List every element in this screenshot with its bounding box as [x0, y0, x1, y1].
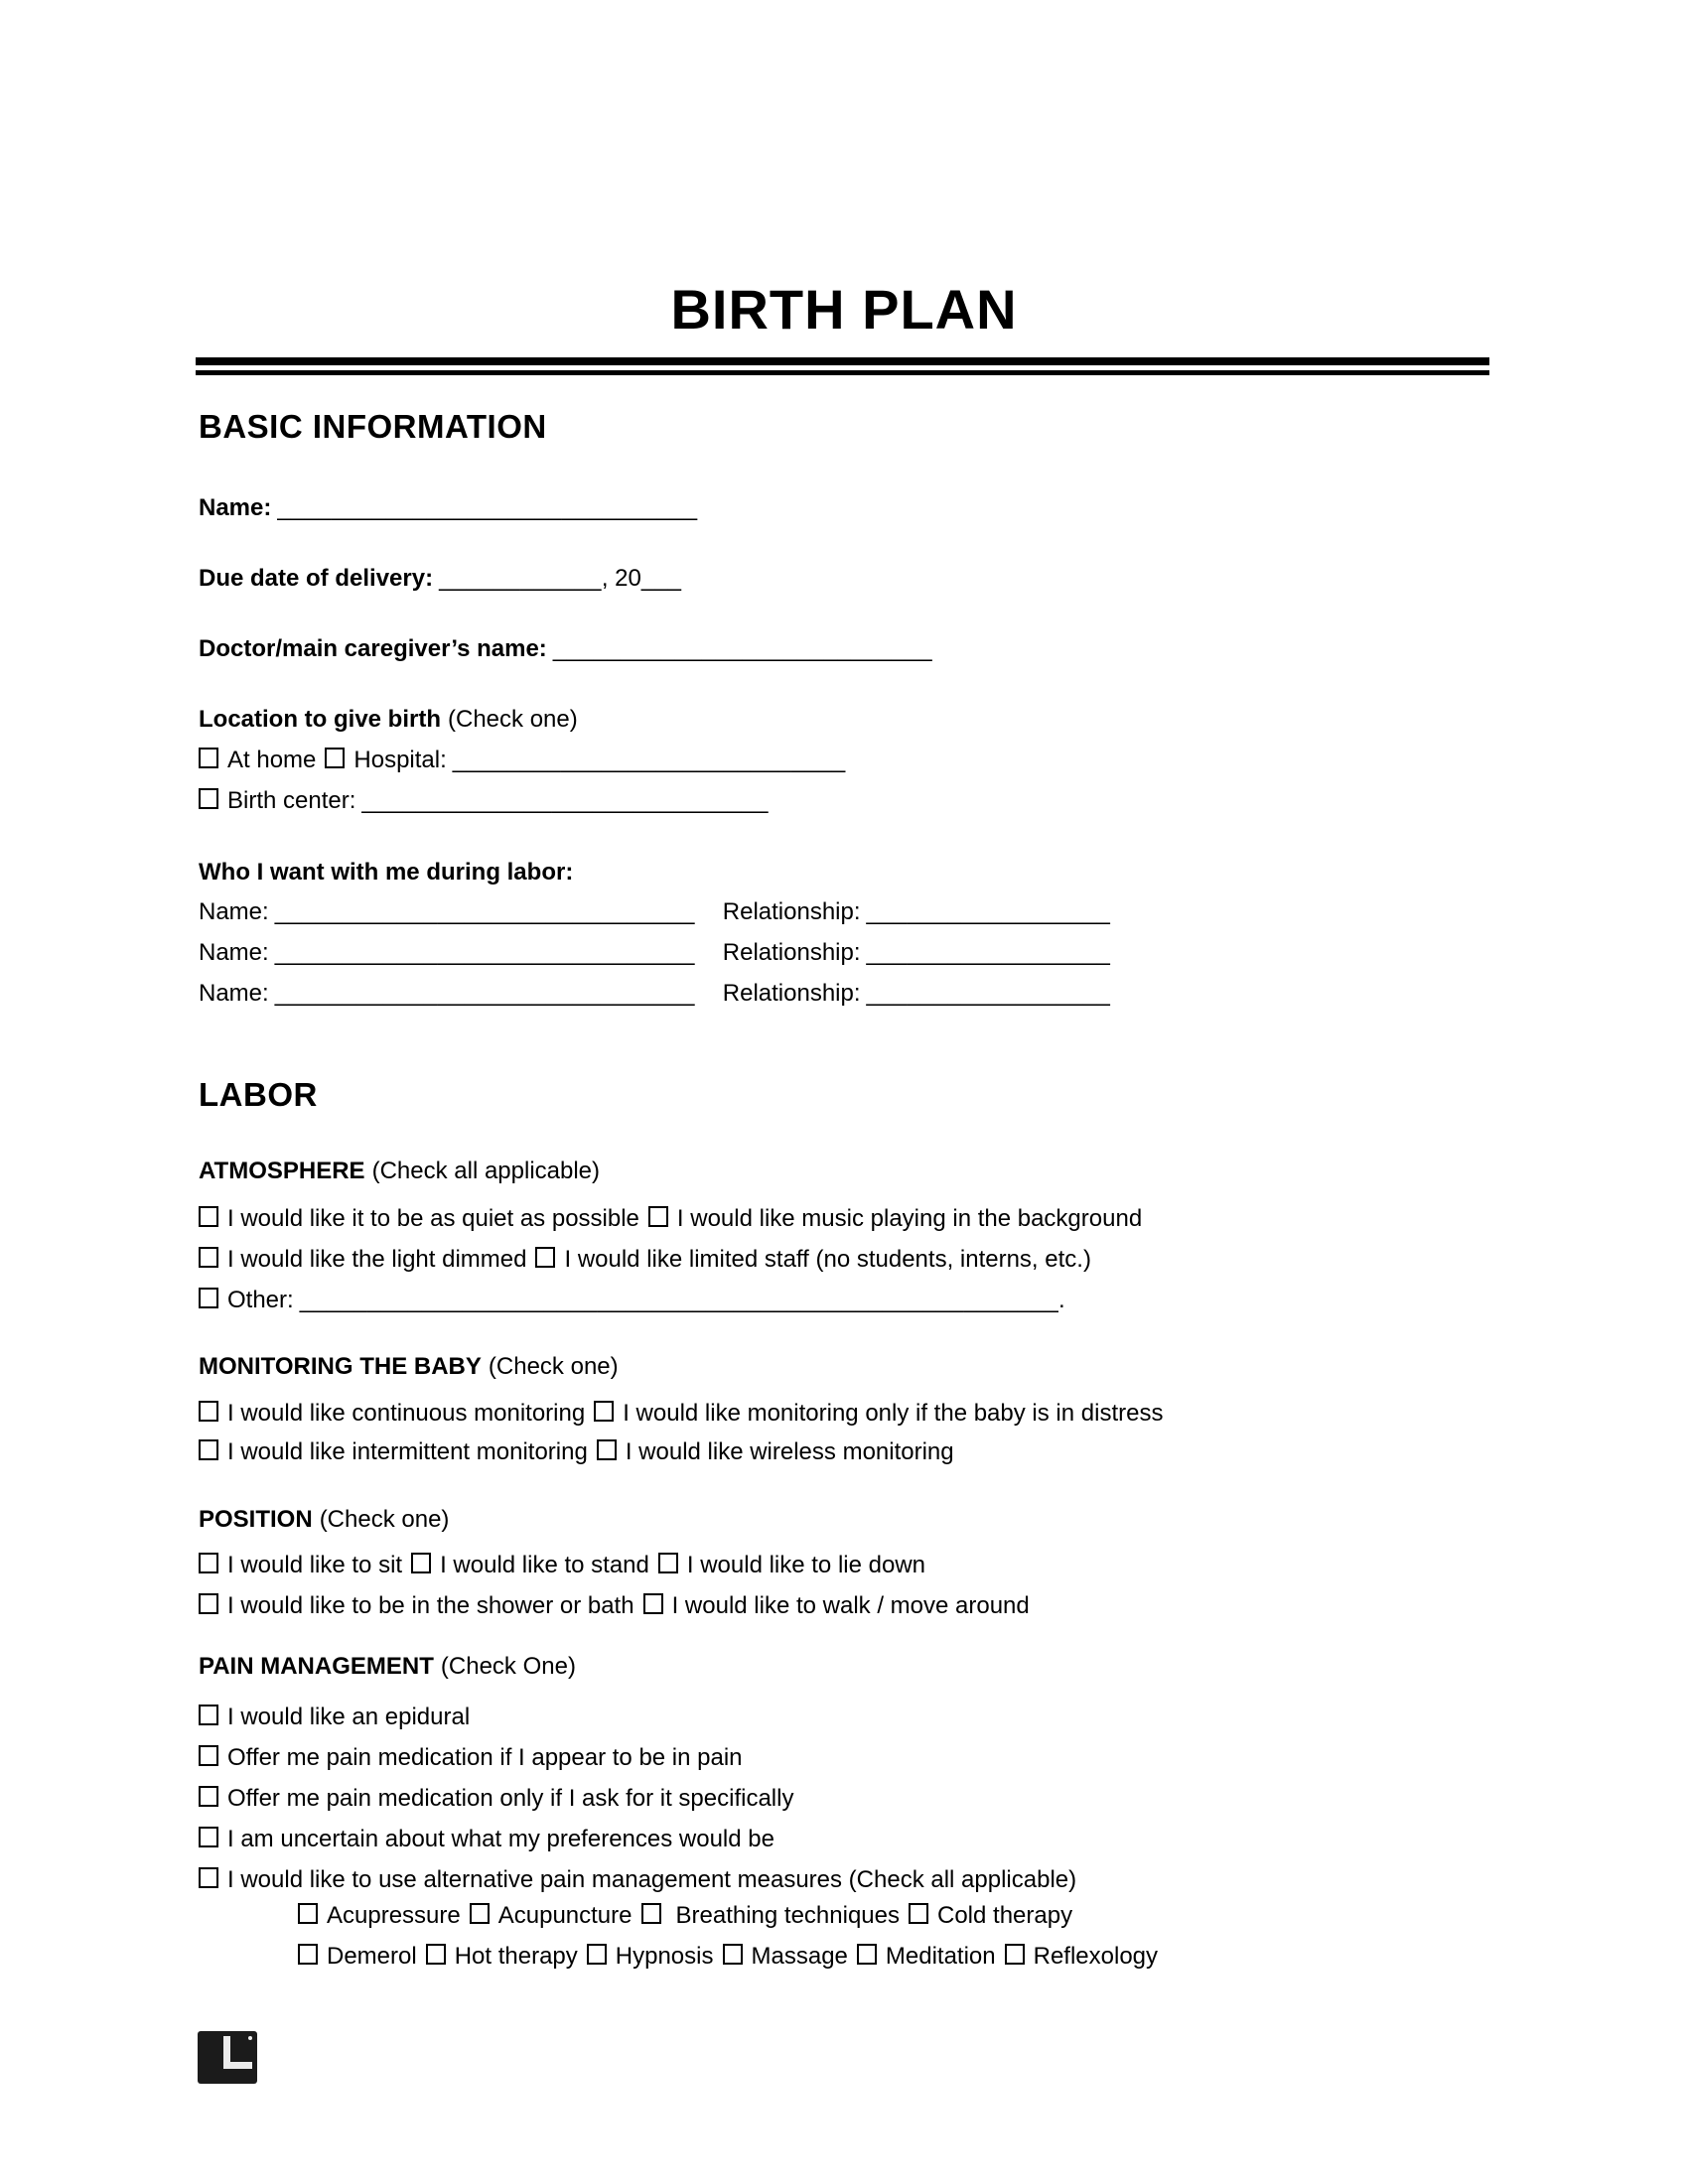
option-acupressure — [298, 1902, 461, 1929]
companions-heading-row — [199, 858, 573, 887]
name-blank-line: _______________________________ — [277, 494, 698, 521]
option-light-dimmed-label: I would like the light dimmed — [227, 1246, 527, 1273]
checkbox-distress-monitoring-icon[interactable] — [594, 1401, 614, 1422]
location-options-row-1 — [199, 746, 846, 775]
option-distress-monitoring — [594, 1400, 1163, 1427]
companion-row — [199, 938, 1110, 968]
checkbox-massage-icon[interactable] — [723, 1944, 743, 1965]
option-sit — [199, 1552, 402, 1578]
atmosphere-heading-row — [199, 1157, 600, 1186]
other-period: . — [1057, 1287, 1065, 1313]
checkbox-demerol-icon[interactable] — [298, 1944, 318, 1965]
option-shower-bath-label: I would like to be in the shower or bath — [227, 1592, 634, 1619]
monitoring-hint: (Check one) — [488, 1353, 619, 1380]
checkbox-quiet-icon[interactable] — [199, 1206, 218, 1227]
option-reflexology-label: Reflexology — [1033, 1943, 1159, 1970]
option-demerol — [298, 1943, 417, 1970]
title-divider — [196, 357, 1489, 375]
option-other — [199, 1287, 1065, 1313]
checkbox-other-icon[interactable] — [199, 1288, 218, 1308]
option-continuous-monitoring — [199, 1400, 585, 1427]
option-offer-if-in-pain — [199, 1744, 743, 1771]
due-date-field-row — [199, 564, 681, 594]
option-alternative-measures-label: I would like to use alternative pain management measures (Check all applicable) — [227, 1866, 1077, 1893]
logo-l-icon — [223, 2062, 252, 2069]
pain-management-title: PAIN MANAGEMENT — [199, 1653, 434, 1680]
option-epidural-label: I would like an epidural — [227, 1704, 471, 1730]
atmosphere-options-row-1 — [199, 1204, 1142, 1234]
option-music-label: I would like music playing in the background — [676, 1205, 1143, 1232]
option-hypnosis-label: Hypnosis — [615, 1943, 714, 1970]
alternative-options-row-2 — [298, 1942, 1158, 1972]
option-offer-if-in-pain-label: Offer me pain medication if I appear to be in pain — [227, 1744, 743, 1771]
location-label: Location to give birth — [199, 706, 441, 733]
checkbox-birth-center-icon[interactable] — [199, 788, 218, 809]
companion-name-label: Name: — [199, 939, 269, 966]
option-epidural — [199, 1704, 470, 1730]
position-heading-row — [199, 1505, 449, 1535]
option-alternative-measures — [199, 1866, 1076, 1893]
position-title: POSITION — [199, 1506, 313, 1533]
option-intermittent-monitoring — [199, 1438, 588, 1465]
option-wireless-monitoring-label: I would like wireless monitoring — [625, 1438, 954, 1465]
option-hot-therapy-label: Hot therapy — [454, 1943, 578, 1970]
due-date-year-blank-line: ___ — [640, 565, 681, 592]
other-blank-line: ________________________________________________________ — [299, 1287, 1058, 1313]
option-stand-label: I would like to stand — [440, 1552, 649, 1578]
due-date-label: Due date of delivery: — [199, 565, 434, 592]
companion-relationship-label: Relationship: — [722, 980, 861, 1007]
option-limited-staff-label: I would like limited staff (no students, interns, etc.) — [564, 1246, 1091, 1273]
companion-name-label: Name: — [199, 898, 269, 925]
option-walk-move-label: I would like to walk / move around — [671, 1592, 1030, 1619]
checkbox-intermittent-monitoring-icon[interactable] — [199, 1439, 218, 1460]
monitoring-options-row-2 — [199, 1437, 954, 1467]
option-shower-bath — [199, 1592, 634, 1619]
doctor-blank-line: ____________________________ — [552, 635, 932, 662]
companion-relationship-group — [723, 939, 1110, 966]
due-date-blank-line: ____________ — [439, 565, 602, 592]
hospital-blank-line: _____________________________ — [452, 747, 846, 773]
atmosphere-title: ATMOSPHERE — [199, 1158, 365, 1184]
checkbox-meditation-icon[interactable] — [857, 1944, 877, 1965]
pain-option-row — [199, 1703, 470, 1732]
checkbox-epidural-icon[interactable] — [199, 1705, 218, 1725]
section-heading-labor: LABOR — [199, 1076, 318, 1113]
option-massage — [723, 1943, 848, 1970]
checkbox-hot-therapy-icon[interactable] — [426, 1944, 446, 1965]
checkbox-shower-bath-icon[interactable] — [199, 1593, 218, 1614]
option-hospital — [325, 747, 845, 773]
option-birth-center — [199, 787, 769, 814]
pain-option-row — [199, 1784, 793, 1814]
doctor-field-row — [199, 634, 932, 664]
checkbox-lie-down-icon[interactable] — [658, 1553, 678, 1573]
alternative-options-row-1 — [298, 1901, 1072, 1931]
companions-label: Who I want with me during labor: — [199, 859, 574, 886]
option-breathing-techniques-label: Breathing techniques — [675, 1902, 900, 1929]
option-lie-down-label: I would like to lie down — [686, 1552, 926, 1578]
checkbox-alternative-measures-icon[interactable] — [199, 1867, 218, 1888]
option-stand — [411, 1552, 649, 1578]
companion-name-blank-line: _______________________________ — [274, 939, 695, 966]
companion-name-blank-line: _______________________________ — [274, 898, 695, 925]
atmosphere-options-row-2 — [199, 1245, 1091, 1275]
checkbox-limited-staff-icon[interactable] — [535, 1247, 555, 1268]
position-options-row-1 — [199, 1551, 925, 1580]
monitoring-title: MONITORING THE BABY — [199, 1353, 482, 1380]
location-hint: (Check one) — [448, 706, 578, 733]
name-label: Name: — [199, 494, 272, 521]
checkbox-uncertain-icon[interactable] — [199, 1827, 218, 1847]
birth-center-blank-line: ______________________________ — [361, 787, 769, 814]
option-quiet-label: I would like it to be as quiet as possible — [227, 1205, 639, 1232]
option-demerol-label: Demerol — [327, 1943, 417, 1970]
checkbox-hypnosis-icon[interactable] — [587, 1944, 607, 1965]
option-intermittent-monitoring-label: I would like intermittent monitoring — [227, 1438, 588, 1465]
divider-thick-bar — [196, 357, 1489, 365]
companion-relationship-blank-line: __________________ — [866, 939, 1111, 966]
pain-option-row — [199, 1743, 743, 1773]
companion-name-label: Name: — [199, 980, 269, 1007]
atmosphere-hint: (Check all applicable) — [371, 1158, 601, 1184]
companion-relationship-label: Relationship: — [722, 898, 861, 925]
companion-row — [199, 897, 1110, 927]
option-cold-therapy-label: Cold therapy — [937, 1902, 1073, 1929]
checkbox-light-dimmed-icon[interactable] — [199, 1247, 218, 1268]
companion-name-blank-line: _______________________________ — [274, 980, 695, 1007]
checkbox-breathing-techniques-icon[interactable] — [641, 1903, 661, 1924]
option-other-label: Other: — [227, 1287, 294, 1313]
companion-relationship-blank-line: __________________ — [866, 898, 1111, 925]
option-walk-move — [643, 1592, 1030, 1619]
option-meditation — [857, 1943, 996, 1970]
option-acupuncture — [470, 1902, 633, 1929]
option-meditation-label: Meditation — [885, 1943, 996, 1970]
checkbox-acupressure-icon[interactable] — [298, 1903, 318, 1924]
pain-option-row — [199, 1825, 774, 1854]
companion-relationship-blank-line: __________________ — [866, 980, 1111, 1007]
atmosphere-other-row — [199, 1286, 1065, 1315]
divider-thin-bar — [196, 370, 1489, 375]
option-hospital-label: Hospital: — [353, 747, 447, 773]
option-sit-label: I would like to sit — [227, 1552, 403, 1578]
checkbox-stand-icon[interactable] — [411, 1553, 431, 1573]
name-field-row — [199, 493, 697, 523]
doctor-label: Doctor/main caregiver’s name: — [199, 635, 547, 662]
option-breathing-techniques — [641, 1902, 901, 1929]
option-wireless-monitoring — [597, 1438, 954, 1465]
position-hint: (Check one) — [319, 1506, 450, 1533]
option-limited-staff — [535, 1246, 1090, 1273]
option-distress-monitoring-label: I would like monitoring only if the baby is in distress — [623, 1400, 1164, 1427]
option-birth-center-label: Birth center: — [227, 787, 356, 814]
companion-relationship-group — [723, 898, 1110, 925]
monitoring-heading-row — [199, 1352, 619, 1382]
option-at-home — [199, 747, 316, 773]
checkbox-music-icon[interactable] — [648, 1206, 668, 1227]
option-cold-therapy — [909, 1902, 1072, 1929]
checkbox-sit-icon[interactable] — [199, 1553, 218, 1573]
option-music — [648, 1205, 1142, 1232]
position-options-row-2 — [199, 1591, 1030, 1621]
monitoring-options-row-1 — [199, 1399, 1163, 1429]
checkbox-wireless-monitoring-icon[interactable] — [597, 1439, 617, 1460]
pain-management-heading-row — [199, 1652, 576, 1682]
companion-relationship-group — [723, 980, 1110, 1007]
option-massage-label: Massage — [751, 1943, 848, 1970]
option-offer-only-if-asked — [199, 1785, 793, 1812]
option-continuous-monitoring-label: I would like continuous monitoring — [227, 1400, 586, 1427]
checkbox-offer-only-if-asked-icon[interactable] — [199, 1786, 218, 1807]
pain-option-row — [199, 1865, 1076, 1895]
option-quiet — [199, 1205, 639, 1232]
pain-management-hint: (Check One) — [440, 1653, 576, 1680]
option-hot-therapy — [426, 1943, 578, 1970]
option-reflexology — [1005, 1943, 1158, 1970]
option-at-home-label: At home — [227, 747, 317, 773]
checkbox-reflexology-icon[interactable] — [1005, 1944, 1025, 1965]
location-options-row-2 — [199, 786, 769, 816]
section-heading-basic-information: BASIC INFORMATION — [199, 408, 547, 445]
option-lie-down — [658, 1552, 925, 1578]
legal-templates-logo — [198, 2031, 257, 2084]
companion-relationship-label: Relationship: — [722, 939, 861, 966]
due-date-year-prefix: , 20 — [601, 565, 641, 592]
option-acupressure-label: Acupressure — [327, 1902, 461, 1929]
option-uncertain — [199, 1826, 774, 1852]
option-acupuncture-label: Acupuncture — [497, 1902, 633, 1929]
checkbox-acupuncture-icon[interactable] — [470, 1903, 490, 1924]
option-offer-only-if-asked-label: Offer me pain medication only if I ask for it specifically — [227, 1785, 794, 1812]
option-light-dimmed — [199, 1246, 526, 1273]
companion-row — [199, 979, 1110, 1009]
option-uncertain-label: I am uncertain about what my preferences would be — [227, 1826, 774, 1852]
checkbox-at-home-icon[interactable] — [199, 748, 218, 768]
checkbox-offer-if-in-pain-icon[interactable] — [199, 1745, 218, 1766]
option-hypnosis — [587, 1943, 714, 1970]
page-title: BIRTH PLAN — [670, 278, 1018, 341]
logo-dot-icon — [248, 2036, 252, 2040]
location-heading-row — [199, 705, 578, 735]
checkbox-cold-therapy-icon[interactable] — [909, 1903, 928, 1924]
checkbox-continuous-monitoring-icon[interactable] — [199, 1401, 218, 1422]
checkbox-hospital-icon[interactable] — [325, 748, 345, 768]
checkbox-walk-move-icon[interactable] — [643, 1593, 663, 1614]
